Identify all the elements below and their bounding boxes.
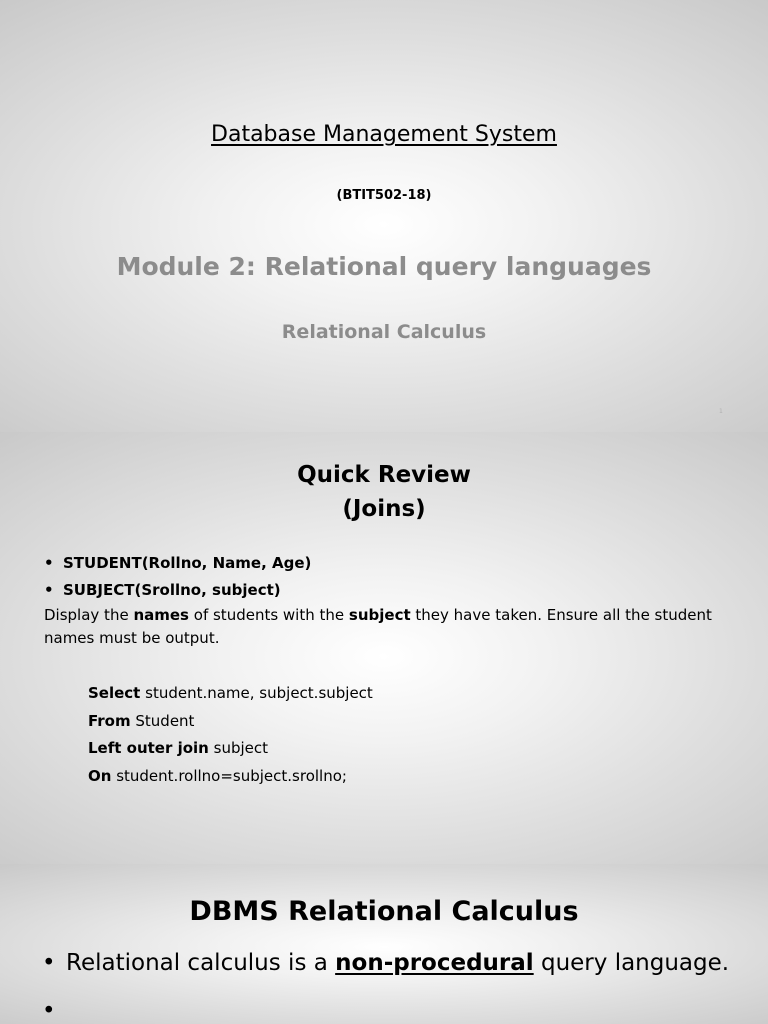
- paragraph-bold: subject: [348, 606, 411, 624]
- bullet-icon: •: [44, 581, 54, 599]
- slide-quick-review: [0, 432, 768, 864]
- sql-text: subject: [208, 739, 269, 757]
- sql-line: [88, 763, 373, 791]
- bullet-emphasis: non-procedural: [335, 950, 534, 976]
- sql-line: [88, 680, 373, 708]
- slide-title-dbms-calculus: DBMS Relational Calculus: [189, 896, 579, 927]
- sql-keyword: Select: [88, 684, 141, 702]
- document-title: Database Management System: [211, 122, 557, 147]
- slide-title: [0, 0, 768, 432]
- sql-keyword: From: [88, 711, 131, 730]
- sql-query: [88, 680, 373, 790]
- title-line-2: (Joins): [342, 496, 426, 522]
- bullet-icon: •: [42, 950, 56, 976]
- list-item: [42, 950, 729, 976]
- bullet-text: Relational calculus is a: [66, 950, 336, 976]
- list-item: [44, 550, 311, 577]
- slide-title-quick-review: [0, 458, 768, 526]
- sql-keyword: Left outer join: [88, 739, 209, 757]
- schema-student: STUDENT(Rollno, Name, Age): [63, 554, 312, 572]
- sql-text: student.name, subject.subject: [140, 684, 373, 702]
- bullet-icon: •: [42, 998, 56, 1024]
- paragraph-text: of students with the: [189, 606, 349, 624]
- course-code: (BTIT502-18): [336, 188, 432, 203]
- sql-keyword: On: [88, 766, 112, 785]
- list-item: [44, 577, 311, 604]
- schema-list: [44, 550, 311, 604]
- paragraph-bold: names: [133, 606, 189, 624]
- sql-line: [88, 708, 373, 736]
- paragraph-text: they have taken. Ensure all the student names must be output.: [44, 606, 712, 647]
- title-line-1: Quick Review: [297, 462, 471, 488]
- slide-relational-calculus: [0, 864, 768, 1024]
- schema-subject: SUBJECT(Srollno, subject): [63, 581, 281, 599]
- bullet-text: query language.: [533, 950, 730, 976]
- task-description: [44, 604, 724, 650]
- bullet-icon: •: [44, 554, 54, 572]
- module-heading: Module 2: Relational query languages: [116, 252, 652, 281]
- sql-text: Student: [130, 711, 195, 730]
- paragraph-text: Display the: [44, 606, 134, 624]
- sql-line: [88, 735, 373, 763]
- slide-number-mark: 1: [719, 408, 723, 415]
- sql-text: student.rollno=subject.srollno;: [111, 766, 347, 785]
- module-subtitle: Relational Calculus: [281, 321, 487, 343]
